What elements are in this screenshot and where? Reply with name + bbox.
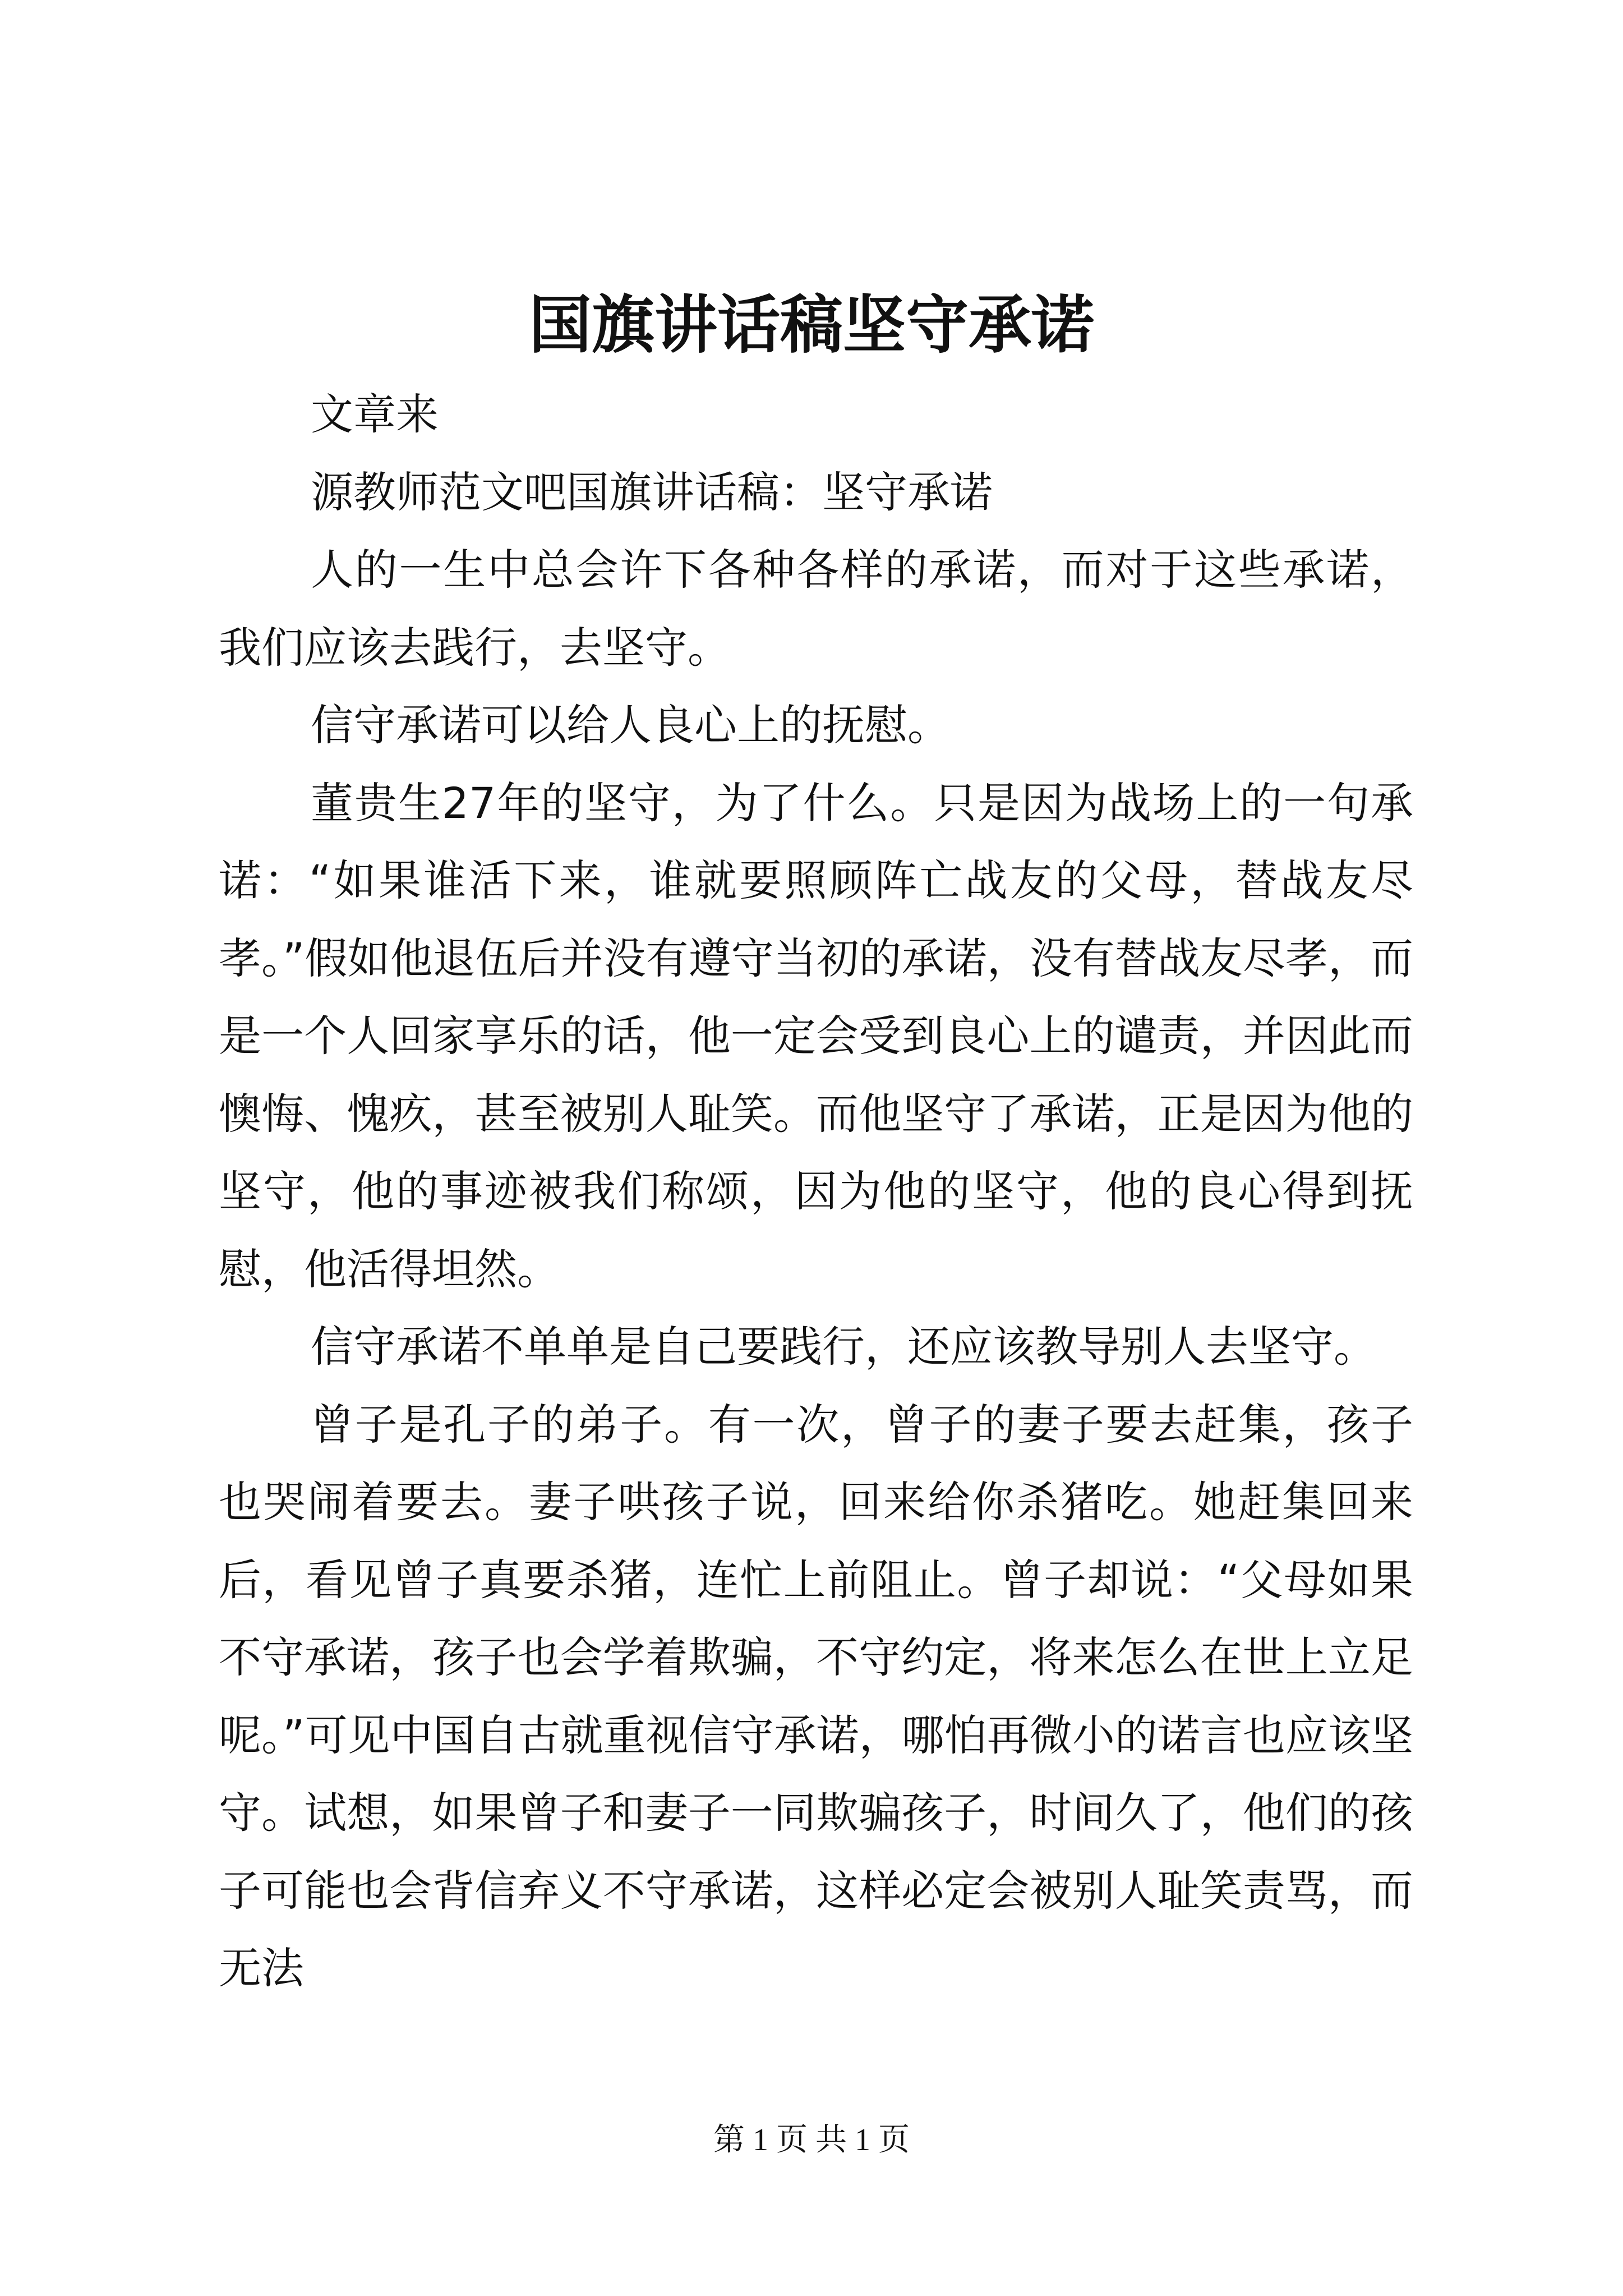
document-body [219, 376, 1413, 2008]
page-footer: 第 1 页 共 1 页 [713, 2123, 910, 2157]
paragraph: 信守承诺不单单是自己要践行，还应该教导别人去坚守。 [311, 1322, 1376, 1372]
paragraph: 曾子是孔子的弟子。有一次，曾子的妻子要去赶集，孩子也哭闹着要去。妻子哄孩子说，回来给你杀猪吃。她赶集回来后，看见曾子真要杀猪，连忙上前阻止。曾子却说：“父母如果不守承诺，孩子也会学着欺骗，不守约定，将来怎么在世上立足呢。”可见中国自古就重视信守承诺，哪怕再微小的诺言也应该坚守。试想，如果曾子和妻子一同欺骗孩子，时间久了，他们的孩子可能也会背信弃义不守承诺，这样必定会被别人耻笑责骂，而无法 [219, 1399, 1413, 1993]
paragraph: 源教师范文吧国旗讲话稿：坚守承诺 [311, 467, 993, 517]
paragraph: 文章来 [311, 389, 439, 439]
paragraph: 董贵生27年的坚守，为了什么。只是因为战场上的一句承诺：“如果谁活下来，谁就要照顾阵亡战友的父母，替战友尽孝。”假如他退伍后并没有遵守当初的承诺，没有替战友尽孝，而是一个人回家享乐的话，他一定会受到良心上的谴责，并因此而懊悔、愧疚，甚至被别人耻笑。而他坚守了承诺，正是因为他的坚守，他的事迹被我们称颂，因为他的坚守，他的良心得到抚慰，他活得坦然。 [219, 777, 1413, 1294]
paragraph: 人的一生中总会许下各种各样的承诺，而对于这些承诺，我们应该去践行，去坚守。 [219, 545, 1413, 673]
document-title: 国旗讲话稿坚守承诺 [529, 288, 1094, 362]
paragraph: 信守承诺可以给人良心上的抚慰。 [311, 700, 950, 750]
